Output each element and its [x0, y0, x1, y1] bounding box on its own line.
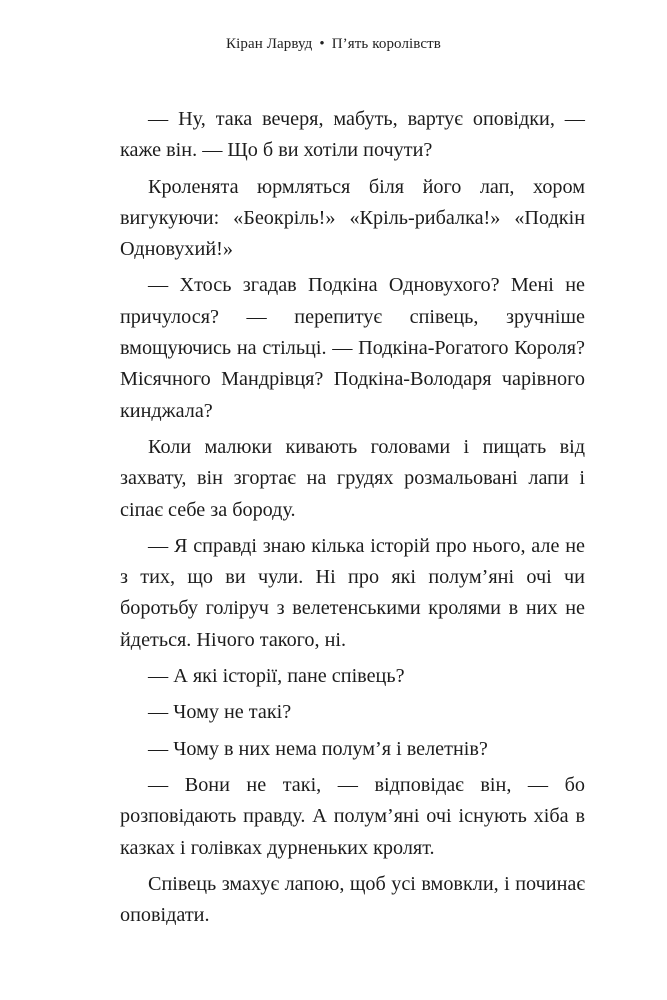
- paragraph: Кроленята юрмляться біля його лап, хором вигукуючи: «Беокріль!» «Кріль-рибалка!» «Подкін Одновухий!»: [120, 175, 585, 261]
- running-header: [0, 36, 667, 53]
- paragraph: — Я справді знаю кілька історій про нього, але не з тих, що ви чули. Ні про які полум’яні очі чи боротьбу голіруч з велетенськими кролями в них не йдеться. Нічого такого, ні.: [120, 534, 585, 651]
- paragraph: Коли малюки кивають головами і пищать від захвату, він згортає на грудях розмальовані лапи і сіпає себе за бороду.: [120, 435, 585, 521]
- header-book-title: П’ять королівств: [331, 36, 441, 52]
- paragraph: — Ну, така вечеря, мабуть, вартує оповідки, — каже він. — Що б ви хотіли почути?: [120, 108, 585, 162]
- header-author: Кіран Ларвуд: [225, 36, 313, 52]
- paragraph: — А які історії, пане співець?: [148, 665, 405, 688]
- paragraph: Співець змахує лапою, щоб усі вмовкли, і починає оповідати.: [120, 872, 585, 927]
- body-text: [120, 104, 585, 931]
- paragraph: — Вони не такі, — відповідає він, — бо розповідають правду. А полум’яні очі існують хіба в казках і голівках дурненьких кролят.: [120, 773, 585, 859]
- paragraph: — Чому в них нема полум’я і велетнів?: [148, 737, 488, 760]
- paragraph: — Чому не такі?: [148, 701, 292, 724]
- paragraph: — Хтось згадав Подкіна Одновухого? Мені не причулося? — перепитує співець, зручніше вмощуючись на стільці. — Подкіна-Рогатого Короля? Місячного Мандрівця? Подкіна-Володаря чарівного кинджала?: [120, 274, 585, 422]
- header-separator: •: [319, 36, 325, 52]
